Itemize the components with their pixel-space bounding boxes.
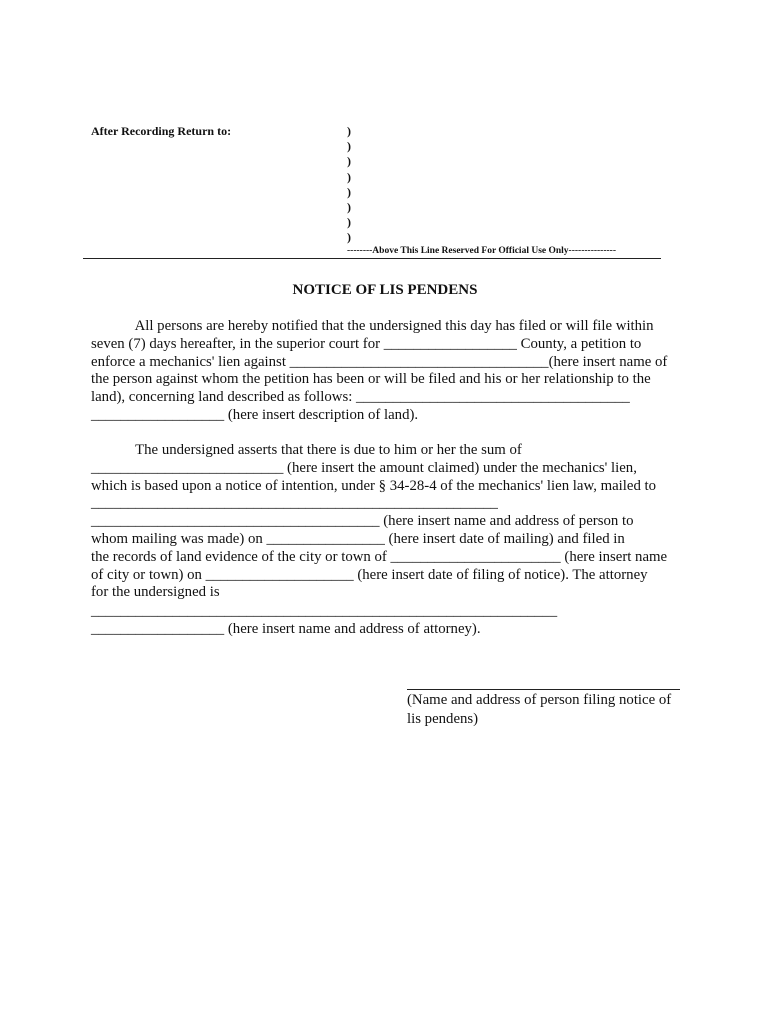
recording-brackets: ) ) ) ) ) ) ) ) xyxy=(347,124,351,245)
official-use-note: --------Above This Line Reserved For Official Use Only--------------- xyxy=(347,246,617,256)
return-address-label: After Recording Return to: xyxy=(91,124,232,138)
document-title: NOTICE OF LIS PENDENS xyxy=(292,282,478,298)
signature-caption: (Name and address of person filing notice of lis pendens) xyxy=(407,692,672,727)
signature-line xyxy=(407,689,680,690)
notice-paragraph: All persons are hereby notified that the undersigned this day has filed or will file within seven (7) days hereafter, in the superior court for __________________ County, a petition to enforce a mechanics' lien against ___________________________________(here insert name of the person against whom the petition has been or will be filed and his or her relationship to the land), concerning land described as follows: _____________________________________ __________________ (here insert description of land). xyxy=(91,318,668,423)
attorney-paragraph: _______________________________________________________________ __________________ (here insert name and address of attorney). xyxy=(91,603,558,637)
amount-paragraph: The undersigned asserts that there is due to him or her the sum of __________________________ (here insert the amount claimed) under the mechanics' lien, which is based upon a notice of intention, under § 34-28-4 of the mechanics' lien law, mailed to _______________________________________________________ _______________________________________ (here insert name and address of person to whom mailing was made) on ________________ (here insert date of mailing) and filed in the records of land evidence of the city or town of _______________________ (here insert name of city or town) on ____________________ (here insert date of filing of notice). The attorney for the undersigned is xyxy=(91,442,668,601)
official-use-divider xyxy=(83,258,661,259)
